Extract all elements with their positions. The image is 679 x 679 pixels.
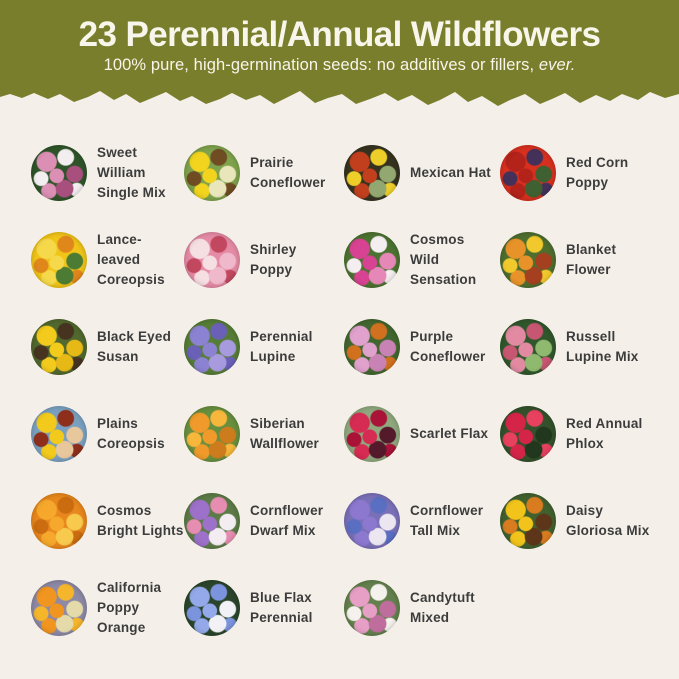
flower-photo: [344, 580, 400, 636]
flower-label-line: California: [97, 580, 162, 595]
flower-label-line: Wallflower: [250, 436, 320, 451]
flower-photo: [500, 145, 556, 201]
flower-label-line: Red Annual: [566, 416, 643, 431]
flower-label-line: Scarlet Flax: [410, 426, 489, 441]
flower-label-line: Red Corn: [566, 155, 629, 170]
flower-photo: [31, 232, 87, 288]
flower-label: [250, 240, 296, 280]
flower-label-line: Cosmos: [97, 503, 152, 518]
flower-item: [500, 145, 670, 201]
flower-label-line: Cornflower: [250, 503, 324, 518]
flower-photo: [31, 145, 87, 201]
flower-label-line: Lance-: [97, 232, 142, 247]
flower-photo: [344, 145, 400, 201]
flower-item: [184, 145, 344, 201]
flower-label-line: Daisy: [566, 503, 604, 518]
flower-label: [410, 163, 491, 183]
flower-photo: [184, 232, 240, 288]
flower-photo: [344, 232, 400, 288]
flower-label: [97, 414, 165, 454]
flower-item: [31, 145, 184, 201]
page-subtitle: [0, 56, 679, 75]
flower-photo: [184, 319, 240, 375]
flower-item: [344, 580, 500, 636]
flower-item: [31, 406, 184, 462]
flower-label-line: Lupine Mix: [566, 349, 639, 364]
flower-item: [344, 232, 500, 288]
flower-label-line: Russell: [566, 329, 616, 344]
flower-photo: [500, 232, 556, 288]
flower-item: [344, 145, 500, 201]
flower-photo: [500, 406, 556, 462]
flower-label: [97, 143, 166, 203]
flower-label-line: Blue Flax: [250, 590, 312, 605]
flower-label-line: Mexican Hat: [410, 165, 491, 180]
flower-label-line: Mixed: [410, 610, 450, 625]
flower-label-line: Plains: [97, 416, 138, 431]
flower-item: [31, 580, 184, 636]
flower-label-line: Dwarf Mix: [250, 523, 316, 538]
flower-label-line: Cosmos: [410, 232, 465, 247]
flower-label: [97, 501, 184, 541]
flower-label-line: Susan: [97, 349, 139, 364]
flower-photo: [344, 406, 400, 462]
flower-photo: [31, 319, 87, 375]
flower-photo: [184, 493, 240, 549]
flower-item: [31, 493, 184, 549]
flower-photo: [31, 493, 87, 549]
subtitle-text: 100% pure, high-germination seeds: no additives or fillers,: [103, 56, 539, 75]
subtitle-emphasis: ever.: [538, 56, 576, 75]
flower-label: [566, 414, 643, 454]
flower-item: [500, 493, 670, 549]
flower-label-line: Candytuft: [410, 590, 475, 605]
flower-item: [184, 319, 344, 375]
flower-item: [344, 406, 500, 462]
flower-label-line: Single Mix: [97, 185, 166, 200]
flower-label: [97, 230, 165, 290]
flower-label-line: Bright Lights: [97, 523, 184, 538]
flower-label-line: Coreopsis: [97, 436, 165, 451]
flower-label-line: Coneflower: [410, 349, 486, 364]
flower-label: [97, 578, 161, 638]
flower-label-line: Perennial: [250, 329, 313, 344]
flower-label-line: Flower: [566, 262, 611, 277]
flower-item: [500, 232, 670, 288]
flower-item: [500, 319, 670, 375]
flower-photo: [184, 406, 240, 462]
page-title: 23 Perennial/Annual Wildflowers: [78, 14, 601, 54]
flower-label-line: Prairie: [250, 155, 294, 170]
flower-label: [250, 327, 313, 367]
flower-label: [410, 588, 475, 628]
flower-photo: [184, 580, 240, 636]
flower-label-line: Perennial: [250, 610, 313, 625]
flower-item: [31, 319, 184, 375]
flower-label: [250, 588, 313, 628]
flower-photo: [500, 319, 556, 375]
flower-label-line: William: [97, 165, 146, 180]
flower-label: [566, 153, 628, 193]
flower-item: [344, 493, 500, 549]
flower-photo: [344, 493, 400, 549]
flower-item: [344, 319, 500, 375]
flower-label: [566, 240, 616, 280]
flower-label-line: Siberian: [250, 416, 305, 431]
flower-label: [566, 501, 649, 541]
flower-label: [410, 327, 486, 367]
flower-label-line: Orange: [97, 620, 146, 635]
flower-item: [184, 232, 344, 288]
flower-label: [250, 414, 319, 454]
flower-photo: [31, 406, 87, 462]
flower-label-line: Shirley: [250, 242, 297, 257]
flower-label-line: Gloriosa Mix: [566, 523, 650, 538]
flower-photo: [500, 493, 556, 549]
torn-paper-edge: [0, 85, 679, 109]
flower-label: [250, 153, 326, 193]
flower-label: [250, 501, 323, 541]
flower-label-line: Phlox: [566, 436, 604, 451]
header-banner: [0, 0, 679, 86]
flower-label: [410, 424, 488, 444]
flower-item: [184, 580, 344, 636]
flower-label: [566, 327, 639, 367]
flower-label-line: Poppy: [566, 175, 609, 190]
flower-item: [184, 406, 344, 462]
flower-photo: [31, 580, 87, 636]
flower-item: [184, 493, 344, 549]
flower-grid: [0, 109, 679, 636]
flower-label-line: Poppy: [97, 600, 140, 615]
flower-label-line: Poppy: [250, 262, 293, 277]
flower-label-line: Coneflower: [250, 175, 326, 190]
flower-label-line: Blanket: [566, 242, 617, 257]
flower-label: [97, 327, 171, 367]
flower-label-line: Sweet: [97, 145, 138, 160]
flower-label-line: Purple: [410, 329, 454, 344]
flower-label: [410, 501, 483, 541]
flower-label-line: leaved: [97, 252, 141, 267]
flower-label-line: Lupine: [250, 349, 296, 364]
flower-label: [410, 230, 476, 290]
flower-photo: [344, 319, 400, 375]
flower-label-line: Wild: [410, 252, 440, 267]
flower-item: [500, 406, 670, 462]
flower-label-line: Coreopsis: [97, 272, 165, 287]
flower-label-line: Black Eyed: [97, 329, 172, 344]
torn-edge-shape: [0, 85, 679, 106]
flower-item: [31, 232, 184, 288]
flower-label-line: Tall Mix: [410, 523, 461, 538]
flower-photo: [184, 145, 240, 201]
flower-label-line: Cornflower: [410, 503, 484, 518]
flower-label-line: Sensation: [410, 272, 477, 287]
